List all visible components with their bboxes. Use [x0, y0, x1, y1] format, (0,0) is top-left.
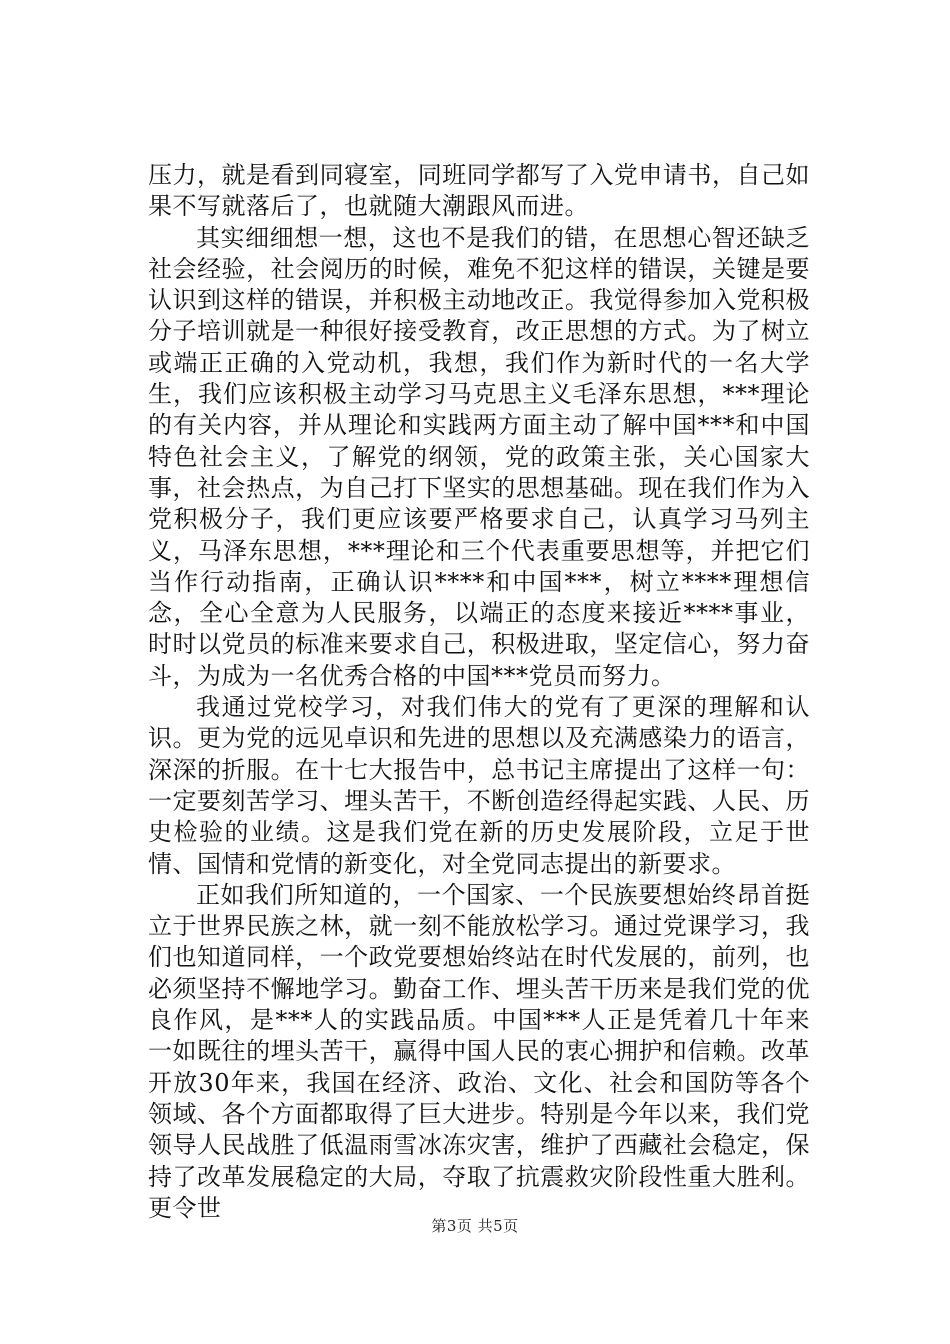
- paragraph-2: 其实细细想一想，这也不是我们的错，在思想心智还缺乏社会经验，社会阅历的时候，难免不犯这样的错误，关键是要认识到这样的错误，并积极主动地改正。我觉得参加入党积极分子培训就是一种很好接受教育，改正思想的方式。为了树立或端正正确的入党动机，我想，我们作为新时代的一名大学生，我们应该积极主动学习马克思主义毛泽东思想，***理论的有关内容，并从理论和实践两方面主动了解中国***和中国特色社会主义，了解党的纲领，党的政策主张，关心国家大事，社会热点，为自己打下坚实的思想基础。现在我们作为入党积极分子，我们更应该要严格要求自己，认真学习马列主义，马泽东思想，***理论和三个代表重要思想等，并把它们当作行动指南，正确认识****和中国***，树立****理想信念，全心全意为人民服务，以端正的态度来接近****事业，时时以党员的标准来要求自己，积极进取，坚定信心，努力奋斗，为成为一名优秀合格的中国***党员而努力。: [148, 223, 810, 690]
- paragraph-1: 压力，就是看到同寝室，同班同学都写了入党申请书，自己如果不写就落后了，也就随大潮跟风而进。: [148, 161, 810, 221]
- document-body: [148, 160, 810, 1224]
- paragraph-4: 正如我们所知道的，一个国家、一个民族要想始终昂首挺立于世界民族之林，就一刻不能放松学习。通过党课学习，我们也知道同样，一个政党要想始终站在时代发展的，前列，也必须坚持不懈地学习。勤奋工作、埋头苦干历来是我们党的优良作风，是***人的实践品质。中国***人正是凭着几十年来一如既往的埋头苦干，赢得中国人民的衷心拥护和信赖。改革开放30年来，我国在经济、政治、文化、社会和国防等各个领域、各个方面都取得了巨大进步。特别是今年以来，我们党领导人民战胜了低温雨雪冰冻灾害，维护了西藏社会稳定，保持了改革发展稳定的大局，夺取了抗震救灾阶段性重大胜利。更令世: [148, 880, 810, 1222]
- page-number-footer: 第3页 共5页: [431, 1217, 519, 1235]
- paragraph-3: 我通过党校学习，对我们伟大的党有了更深的理解和认识。更为党的远见卓识和先进的思想以及充满感染力的语言，深深的折服。在十七大报告中，总书记主席提出了这样一句：一定要刻苦学习、埋头苦干，不断创造经得起实践、人民、历史检验的业绩。这是我们党在新的历史发展阶段，立足于世情、国情和党情的新变化，对全党同志提出的新要求。: [148, 693, 810, 878]
